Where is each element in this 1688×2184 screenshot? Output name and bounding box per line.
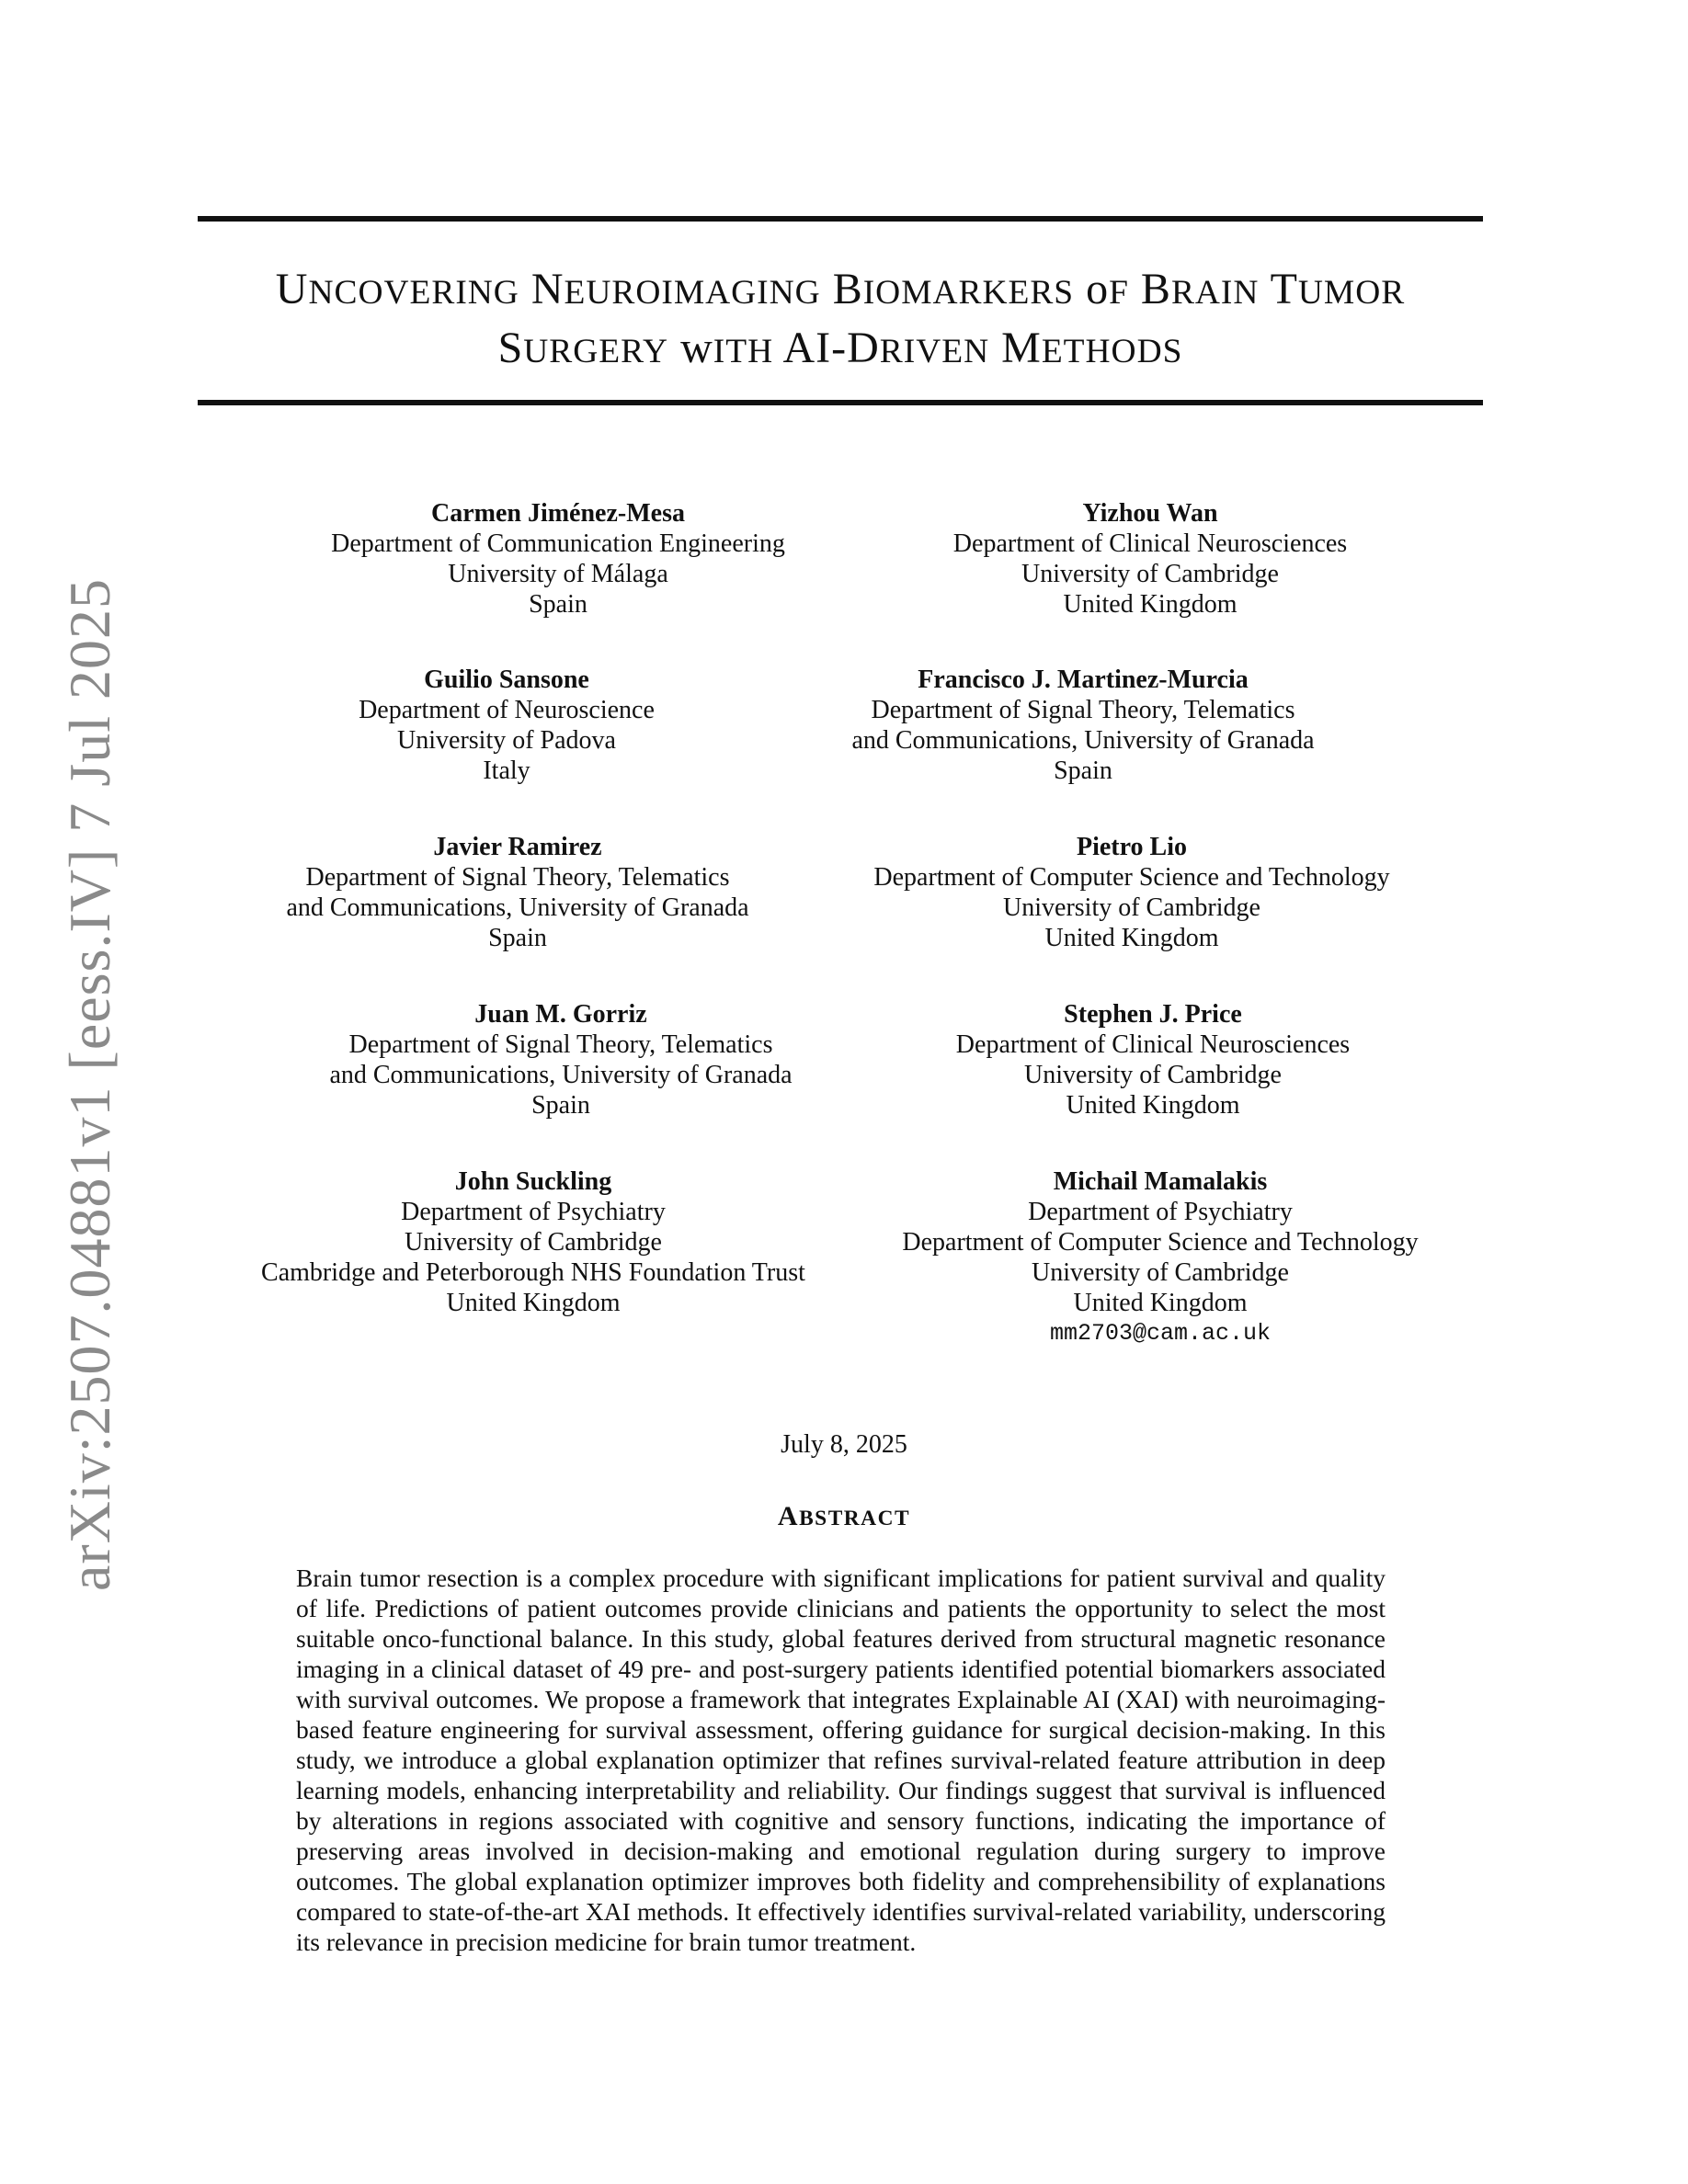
author-name: Pietro Lio	[1076, 833, 1187, 861]
author-block	[227, 498, 889, 620]
author-affiliation-line: and Communications, University of Granada	[286, 893, 749, 922]
paper-title	[198, 262, 1483, 380]
author-block	[822, 999, 1484, 1120]
author-block	[801, 832, 1463, 953]
author-affiliation-line: Department of Clinical Neurosciences	[952, 529, 1348, 558]
author-affiliation-line: Department of Signal Theory, Telematics	[871, 696, 1295, 724]
author-affiliation-line: and Communications, University of Granada	[329, 1061, 793, 1089]
title-top-rule	[198, 216, 1483, 222]
author-affiliation-line: United Kingdom	[1073, 1289, 1248, 1317]
title-bottom-rule	[198, 400, 1483, 405]
author-affiliation-line: Spain	[531, 1091, 590, 1120]
author-block	[187, 832, 849, 953]
author-affiliation-line: Spain	[1054, 756, 1112, 785]
author-name: Guilio Sansone	[424, 665, 589, 694]
author-affiliation-line: University of Cambridge	[405, 1228, 662, 1257]
author-block	[819, 498, 1481, 620]
author-block	[202, 1166, 864, 1318]
author-affiliation-line: University of Málaga	[448, 560, 668, 588]
author-affiliation-line: University of Cambridge	[1021, 560, 1279, 588]
author-affiliation-line: United Kingdom	[446, 1289, 621, 1317]
author-affiliation-line: University of Cambridge	[1032, 1258, 1289, 1287]
author-affiliation-line: Spain	[529, 590, 587, 619]
author-affiliation-line: University of Padova	[397, 726, 616, 755]
author-affiliation-line: United Kingdom	[1063, 590, 1237, 619]
author-name: Juan M. Gorriz	[474, 1000, 647, 1029]
author-name: John Suckling	[454, 1167, 612, 1196]
author-affiliation-line: and Communications, University of Granada	[851, 726, 1315, 755]
publication-date: July 8, 2025	[781, 1430, 907, 1459]
author-affiliation-line: Department of Computer Science and Technology	[902, 1228, 1419, 1257]
author-name: Michail Mamalakis	[1053, 1167, 1268, 1196]
author-affiliation-line: University of Cambridge	[1024, 1061, 1282, 1089]
title-line-1: UNCOVERING NEUROIMAGING BIOMARKERS oF BRAIN TUMOR	[275, 265, 1406, 313]
author-affiliation-line: University of Cambridge	[1003, 893, 1260, 922]
abstract-heading: ABSTRACT	[777, 1501, 911, 1531]
author-block	[752, 665, 1414, 786]
author-name: Javier Ramirez	[433, 833, 602, 861]
author-affiliation-line: Italy	[483, 756, 530, 785]
author-name: Stephen J. Price	[1064, 1000, 1242, 1029]
author-block	[230, 999, 892, 1120]
title-line-2: SURGERY wITH AI-DRIVEN METHODS	[497, 324, 1183, 372]
author-affiliation-line: Department of Communication Engineering	[331, 529, 785, 558]
author-affiliation-line: United Kingdom	[1066, 1091, 1240, 1120]
author-block	[176, 665, 838, 786]
author-affiliation-line: Department of Neuroscience	[359, 696, 655, 724]
author-block	[829, 1166, 1491, 1348]
author-affiliation-line: Department of Computer Science and Technology	[873, 863, 1390, 892]
author-affiliation-line: Department of Psychiatry	[1028, 1198, 1293, 1226]
author-affiliation-line: Cambridge and Peterborough NHS Foundation Trust	[261, 1258, 805, 1287]
author-affiliation-line: Department of Signal Theory, Telematics	[348, 1030, 773, 1059]
arxiv-identifier: arXiv:2507.04881v1 [eess.IV] 7 Jul 2025	[57, 578, 122, 1591]
author-affiliation-line: United Kingdom	[1044, 924, 1219, 952]
author-name: Carmen Jiménez-Mesa	[430, 499, 685, 528]
author-name: Francisco J. Martinez-Murcia	[918, 665, 1249, 694]
author-affiliation-line: Department of Signal Theory, Telematics	[305, 863, 730, 892]
author-affiliation-line: Department of Clinical Neurosciences	[955, 1030, 1351, 1059]
author-email-link[interactable]: mm2703@cam.ac.uk	[1049, 1320, 1272, 1347]
author-affiliation-line: Department of Psychiatry	[401, 1198, 666, 1226]
author-affiliation-line: Spain	[488, 924, 547, 952]
author-name: Yizhou Wan	[1082, 499, 1218, 528]
abstract-text: Brain tumor resection is a complex procedure with significant implications for patient survival and quality of life. Predictions of patient outcomes provide clinicians and patients the opportunity to select the most suitable onco-functional balance. In this study, global features derived from structural magnetic resonance imaging in a clinical dataset of 49 pre- and post-surgery patients identified potential biomarkers associated with survival outcomes. We propose a framework that integrates Explainable AI (XAI) with neuroimaging-based feature engineering for survival assessment, offering guidance for surgical decision-making. In this study, we introduce a global explanation optimizer that refines survival-related feature attribution in deep learning models, enhancing interpretability and reliability. Our findings suggest that survival is influenced by alterations in regions associated with cognitive and sensory functions, indicating the importance of preserving areas involved in decision-making and emotional regulation during surgery to improve outcomes. The global explanation optimizer improves both fidelity and comprehensibility of explanations compared to state-of-the-art XAI methods. It effectively identifies survival-related variability, underscoring its relevance in precision medicine for brain tumor treatment.	[296, 1564, 1386, 1956]
